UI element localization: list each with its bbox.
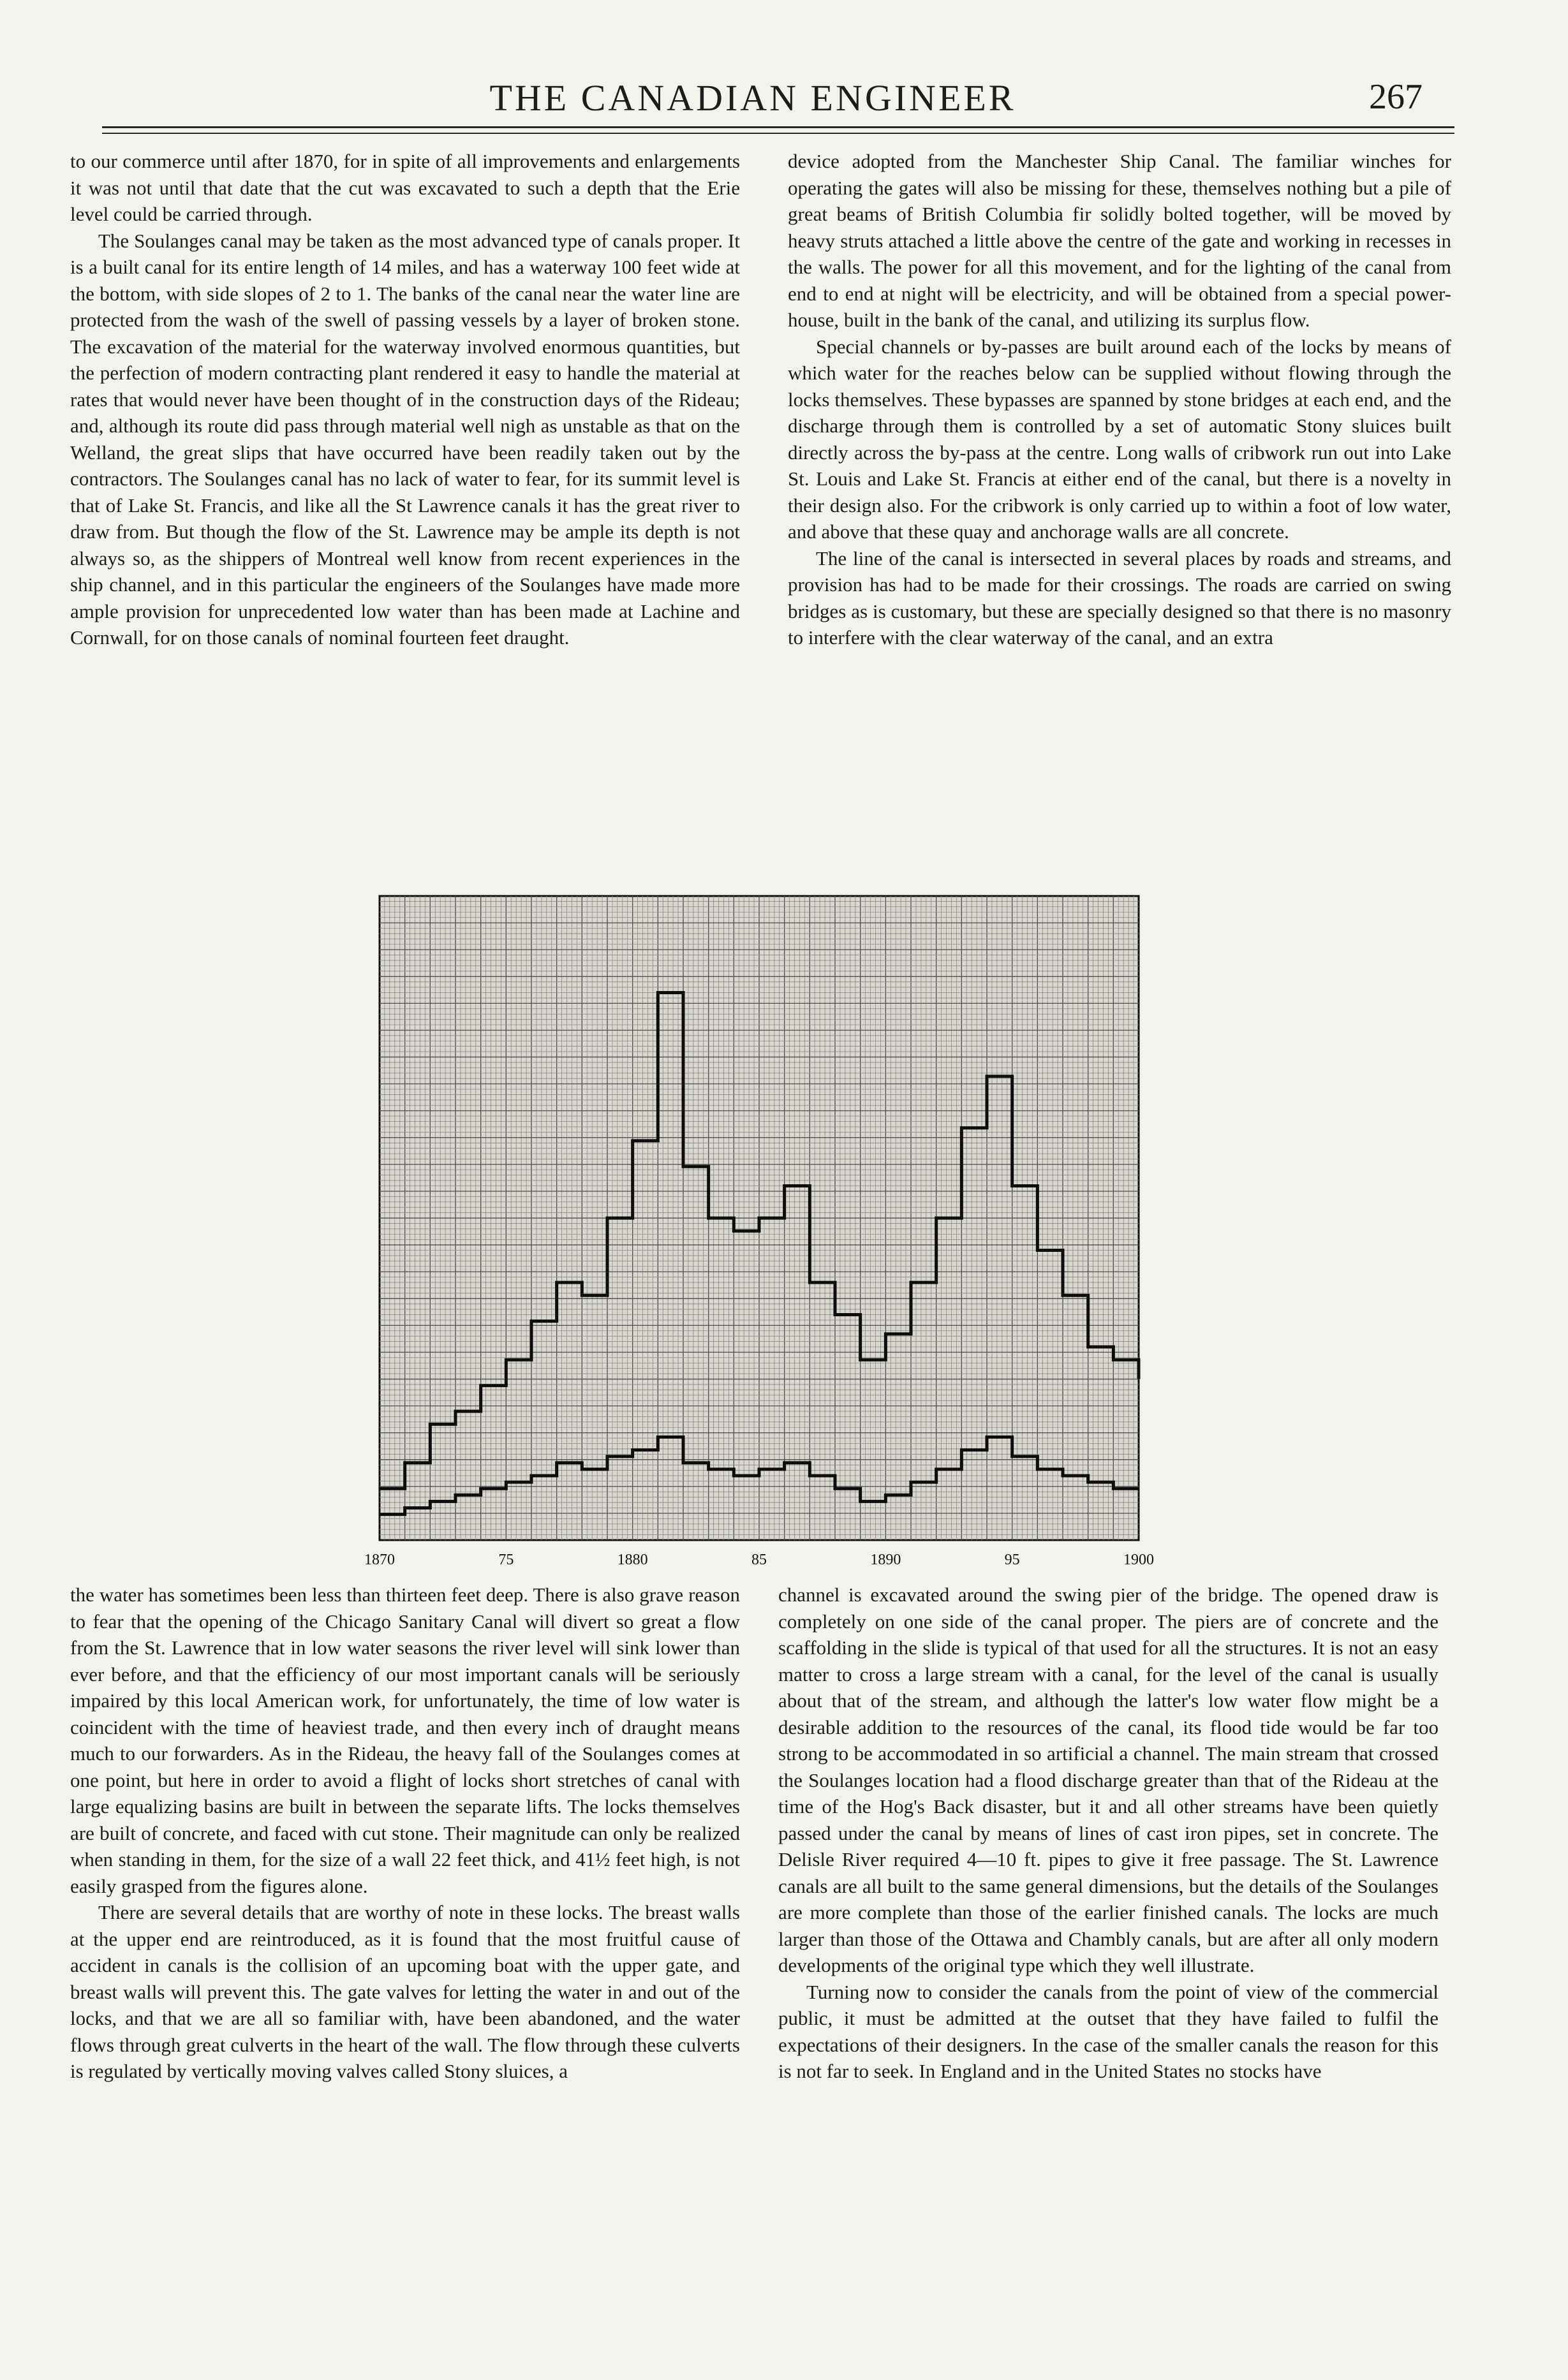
running-header (70, 77, 1435, 121)
x-tick-label: 1890 (870, 1552, 901, 1568)
paragraph: channel is excavated around the swing pier of the bridge. The opened draw is completely on one side of the canal proper. The piers are of concrete and the scaffolding in the slide is typical of that used for all the structures. It is not an easy matter to cross a large stream with a canal, for the level of the canal is usually about that of the stream, and although the latter's low water flow might be a desirable addition to the resources of the canal, its flood tide would be far too strong to be accommodated in so artificial a channel. The main stream that crossed the Soulanges location had a flood discharge greater than that of the Rideau at the time of the Hog's Back disaster, but it and all other streams have been quietly passed under the canal by means of lines of cast iron pipes, set in concrete. The Delisle River required 4—10 ft. pipes to give it free passage. The St. Lawrence canals are all built to the same general dimensions, but the details of the Soulanges are more complete than those of the earlier finished canals. The locks are much larger than those of the Ottawa and Chambly canals, but are after all only modern developments of the original type which they well illustrate. (778, 1583, 1439, 1976)
paragraph: device adopted from the Manchester Ship Canal. The familiar winches for operating the gates will also be missing for these, themselves nothing but a pile of great beams of British Columbia fir solidly bolted together, will be moved by heavy struts attached a little above the centre of the gate and working in recesses in the walls. The power for all this movement, and for the lighting of the canal from end to end at night will be electricity, and will be obtained from a special power-house, built in the bank of the canal, and utilizing its surplus flow. (788, 150, 1451, 331)
column-top-left (70, 148, 740, 651)
paragraph: The Soulanges canal may be taken as the most advanced type of canals proper. It is a built canal for its entire length of 14 miles, and has a waterway 100 feet wide at the bottom, with side slopes of 2 to 1. The banks of the canal near the water line are protected from the wash of the swell of passing vessels by a layer of broken stone. The excavation of the material for the waterway involved enormous quantities, but the perfection of modern contracting plant rendered it easy to handle the material at rates that would never have been thought of in the construction days of the Rideau; and, although its route did pass through material well nigh as unstable as that on the Welland, the great slips that have occurred have been readily taken out by the contractors. The Soulanges canal has no lack of water to fear, for its summit level is that of Lake St. Francis, and like all the St Lawrence canals it has the great river to draw from. But though the flow of the St. Lawrence may be ample its depth is not always so, as the shippers of Montreal well know from recent experiences in the ship channel, and in this particular the engineers of the Soulanges have made more ample provision for unprecedented low water than has been made at Lachine and Cornwall, for on those canals of nominal fourteen feet draught. (70, 229, 740, 649)
column-bottom-left (70, 1582, 740, 2085)
x-tick-label: 1880 (617, 1552, 648, 1568)
paragraph: the water has sometimes been less than thirteen feet deep. There is also grave reason to fear that the opening of the Chicago Sanitary Canal will divert so great a flow from the St. Lawrence that in low water seasons the river level will sink lower than ever before, and that the efficiency of our most important canals will be seriously impaired by this local American work, for unfortunately, the time of low water is coincident with the time of heaviest trade, and then every inch of draught means much to our forwarders. As in the Rideau, the heavy fall of the Soulanges comes at one point, but here in order to avoid a flight of locks short stretches of canal with large equalizing basins are built in between the separate lifts. The locks themselves are built of concrete, and faced with cut stone. Their magnitude can only be realized when standing in them, for the size of a wall 22 feet thick, and 41½ feet high, is not easily grasped from the figures alone. (70, 1583, 740, 1897)
header-rule (102, 126, 1454, 128)
x-tick-label: 1900 (1123, 1552, 1154, 1568)
paragraph: Turning now to consider the canals from the point of view of the commercial public, it must be admitted at the outset that they have failed to fulfil the expectations of their designers. In the case of the smaller canals the reason for this is not far to seek. In England and in the United States no stocks have (778, 1980, 1439, 2082)
x-tick-label: 95 (1004, 1552, 1020, 1568)
x-tick-label: 75 (498, 1552, 514, 1568)
paragraph: There are several details that are worthy of note in these locks. The breast walls at the upper end are reintroduced, as it is found that the most fruitful cause of accident in canals is the collision of an upcoming boat with the upper gate, and breast walls will prevent this. The gate valves for letting the water in and out of the locks, and that we are all so familiar with, have been abandoned, and the water flows through great culverts in the heart of the wall. The flow through these culverts is regulated by vertically moving valves called Stony sluices, a (70, 1901, 740, 2082)
paragraph: Special channels or by-passes are built around each of the locks by means of which water for the reaches below can be supplied without flowing through the locks themselves. These bypasses are spanned by stone bridges at each end, and the discharge through them is controlled by a set of automatic Stony sluices built directly across the by-pass at the centre. Long walls of cribwork run out into Lake St. Louis and Lake St. Francis at either end of the canal, but there is a novelty in their design also. For the cribwork is only carried up to within a foot of low water, and above that these quay and anchorage walls are all concrete. (788, 335, 1451, 543)
chart-svg (364, 883, 1154, 1572)
journal-title: THE CANADIAN ENGINEER (489, 77, 1016, 119)
paragraph: to our commerce until after 1870, for in spite of all improvements and enlargements it was not until that date that the cut was excavated to such a depth that the Erie level could be carried through. (70, 150, 740, 225)
column-bottom-right (778, 1582, 1439, 2085)
header-rule-thin (102, 133, 1454, 134)
column-top-right (788, 148, 1451, 651)
page-number: 267 (1369, 77, 1423, 117)
paragraph: The line of the canal is intersected in several places by roads and streams, and provision has had to be made for their crossings. The roads are carried on swing bridges as is customary, but these are specially designed so that there is no masonry to interfere with the clear waterway of the canal, and an extra (788, 547, 1451, 649)
figure-chart (364, 883, 1154, 1572)
x-tick-label: 1870 (364, 1552, 395, 1568)
x-tick-label: 85 (751, 1552, 767, 1568)
